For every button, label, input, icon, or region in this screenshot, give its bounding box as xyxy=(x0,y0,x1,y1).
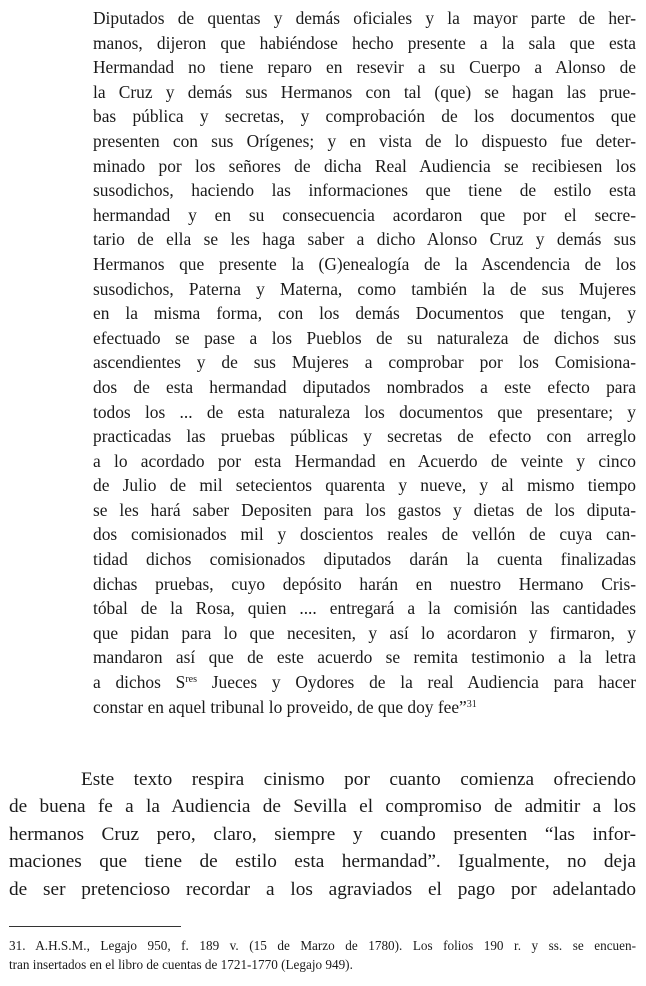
quote-line: susodichos, Paterna y Materna, como también la de sus Mujeres xyxy=(93,278,636,299)
quoted-document-block xyxy=(93,6,636,719)
quote-line: presenten con sus Orígenes; y en vista de lo dispuesto fue deter- xyxy=(93,130,636,151)
quote-line: tidad dichos comisionados diputados darán la cuenta finalizadas xyxy=(93,549,636,570)
quote-line: de Julio de mil setecientos quarenta y nueve, y al mismo tiempo xyxy=(93,475,636,496)
quote-line: dichas pruebas, cuyo depósito harán en nuestro Hermano Cris- xyxy=(93,573,636,594)
quote-line: manos, dijeron que habiéndose hecho presente a la sala que esta xyxy=(93,32,636,53)
body-line: Este texto respira cinismo por cuanto comienza ofreciendo xyxy=(81,769,636,790)
quote-line: dos de esta hermandad diputados nombrados a este efecto para xyxy=(93,376,636,397)
quote-line: efectuado se pase a los Pueblos de su naturaleza de dichos sus xyxy=(93,327,636,348)
quote-line-with-superscript xyxy=(93,670,636,695)
quote-line: la Cruz y demás sus Hermanos con tal (que) se hagan las prue- xyxy=(93,81,636,102)
footnote-line: tran insertados en el libro de cuentas de 1721-1770 (Legajo 949). xyxy=(9,957,353,972)
quote-last-line xyxy=(93,695,636,720)
footnote-line: 31. A.H.S.M., Legajo 950, f. 189 v. (15 de Marzo de 1780). Los folios 190 r. y ss. se encuen- xyxy=(9,938,636,953)
footnote-reference[interactable]: 31 xyxy=(466,698,477,710)
quote-line-text: a dichos S xyxy=(93,672,186,693)
quote-line: bas pública y secretas, y comprobación de los documentos que xyxy=(93,106,636,127)
quote-line: que pidan para lo que necesiten, y así lo acordaron y firmaron, y xyxy=(93,622,636,643)
quote-line: minado por los señores de dicha Real Audiencia se recibiesen los xyxy=(93,155,636,176)
body-line: hermanos Cruz pero, claro, siempre y cuando presenten “las infor- xyxy=(9,823,636,845)
quote-line: susodichos, haciendo las informaciones que tiene de estilo esta xyxy=(93,180,636,201)
quote-line: hermandad y en su consecuencia acordaron que por el secre- xyxy=(93,204,636,225)
abbreviation-superscript: res xyxy=(185,674,197,686)
quote-line: Hermanos que presente la (G)enealogía de la Ascendencia de los xyxy=(93,253,636,274)
body-line: de ser pretencioso recordar a los agraviados el pago por adelantado xyxy=(9,878,636,900)
quote-line: en la misma forma, con los demás Documentos que tengan, y xyxy=(93,303,636,324)
quote-line: Hermandad no tiene reparo en resevir a su Cuerpo a Alonso de xyxy=(93,57,636,78)
body-line: de buena fe a la Audiencia de Sevilla el compromiso de admitir a los xyxy=(9,796,636,818)
quote-line: tóbal de la Rosa, quien .... entregará a la comisión las cantidades xyxy=(93,598,636,619)
body-paragraph xyxy=(9,766,636,903)
quote-line: todos los ... de esta naturaleza los documentos que presentare; y xyxy=(93,401,636,422)
quote-line: ascendientes y de sus Mujeres a comprobar por los Comisiona- xyxy=(93,352,636,373)
footnote-divider xyxy=(9,926,181,927)
quote-line: Diputados de quentas y demás oficiales y la mayor parte de her- xyxy=(93,8,636,28)
quote-line: tario de ella se les haga saber a dicho Alonso Cruz y demás sus xyxy=(93,229,636,250)
quote-line: mandaron así que de este acuerdo se remita testimonio a la letra xyxy=(93,647,636,668)
quote-line-text: constar en aquel tribunal lo proveido, de que doy fee” xyxy=(93,696,467,717)
quote-line: dos comisionados mil y doscientos reales de vellón de cuya can- xyxy=(93,524,636,545)
body-line: maciones que tiene de estilo esta hermandad”. Igualmente, no deja xyxy=(9,851,636,873)
quote-line: a lo acordado por esta Hermandad en Acuerdo de veinte y cinco xyxy=(93,450,636,471)
quote-line: practicadas las pruebas públicas y secretas de efecto con arreglo xyxy=(93,426,636,447)
footnotes xyxy=(9,936,636,974)
quote-line: se les hará saber Depositen para los gastos y dietas de los diputa- xyxy=(93,499,636,520)
quote-line-text: Jueces y Oydores de la real Audiencia para hacer xyxy=(197,672,636,693)
